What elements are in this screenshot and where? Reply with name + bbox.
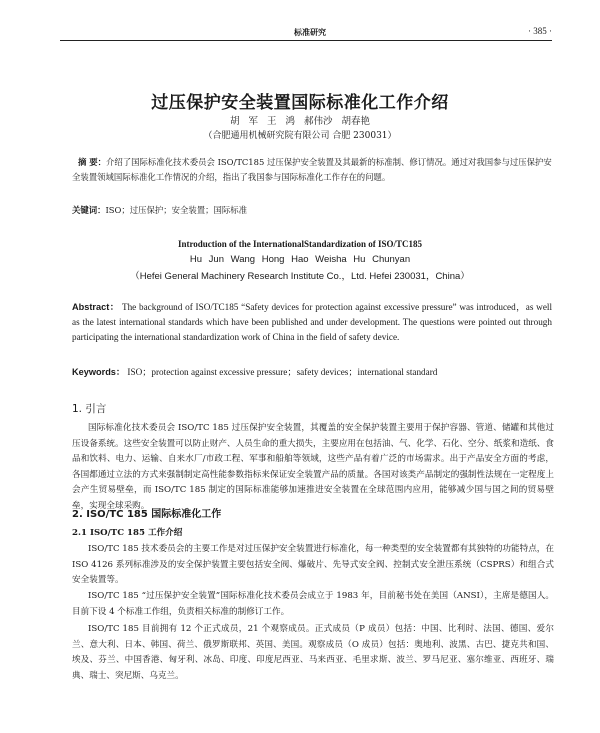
keywords-en [72, 364, 552, 378]
header-rule [60, 40, 552, 41]
abstract-cn-label: 摘 要： [78, 157, 107, 167]
section-2-heading: 2. ISO/TC 185 国际标准化工作 [72, 509, 222, 520]
affiliation-en: （Hefei General Machinery Research Institute Co.，Ltd. Hefei 230031，China） [130, 271, 470, 282]
abstract-en-label: Abstract： [72, 302, 120, 312]
section-2-paragraph: ISO/TC 185 “过压保护安全装置”国际标准化技术委员会成立于 1983 年，目前秘书处在美国（ANSI），主席是德国人。目前下设 4 个标准工作组，负责相关标准的制修订工作。 [72, 591, 554, 617]
abstract-en-text: The background of ISO/TC185 “Safety devices for protection against excessive pressure” was introduced，as well as the latest international standards which have been published and under development. The questions were pointed out through participating the international standardization work of China in the field of safety device. [72, 302, 552, 343]
section-1-paragraph: 国际标准化技术委员会 ISO/TC 185 过压保护安全装置，其覆盖的安全保护装置主要用于保护容器、管道、储罐和其他过压设备系统。这些安全装置可以防止财产、人员生命的重大损失，主要应用在包括油、气、化学、石化、空分、纸浆和造纸、食品和饮料、电力、运输、自来水厂/市政工程、军事和船舶等领域，这些产品有着广泛的市场需求。出于产品安全方面的考虑，各国都通过立法的方式来强制制定高性能参数指标来保证安全装置产品的质量。各国对该类产品制定的强制性法规在一定程度上会产生贸易壁垒，而 ISO/TC 185 制定的国际标准能够加速推进安全装置在全球范围内应用，能够减少国与国之间的贸易壁垒，实现全球采购。 [72, 423, 554, 511]
running-header [60, 27, 552, 41]
abstract-cn-text: 介绍了国际标准化技术委员会 ISO/TC185 过压保护安全装置及其最新的标准制、修订情况。通过对我国参与过压保护安全装置领域国际标准化工作情况的介绍，指出了我国参与国际标准化工作存在的问题。 [72, 157, 552, 182]
section-1-heading: 1. 引言 [72, 403, 107, 415]
keywords-en-label: Keywords： [72, 367, 126, 377]
journal-name: 标准研究 [294, 28, 326, 37]
article-title-en: Introduction of the InternationalStandardization of ISO/TC185 [177, 239, 423, 249]
abstract-en [72, 300, 552, 346]
authors-cn: 胡 军 王 鸿 郝伟沙 胡春艳 [229, 116, 371, 127]
keywords-cn-label: 关键词： [72, 205, 106, 215]
keywords-cn [72, 204, 552, 216]
article-title-cn: 过压保护安全装置国际标准化工作介绍 [151, 93, 449, 113]
section-2-1-heading: 2.1 ISO/TC 185 工作介绍 [72, 528, 183, 538]
section-2-paragraph: ISO/TC 185 目前拥有 12 个正式成员，21 个观察成员。正式成员（P 成员）包括：中国、比利时、法国、德国、爱尔兰、意大利、日本、韩国、荷兰、俄罗斯联邦、英国、美国。观察成员（O 成员）包括：奥地利、波黑、古巴、捷克共和国、埃及、芬兰、中国香港、匈牙利、冰岛、印度、印度尼西亚、马来西亚、毛里求斯、波兰、罗马尼亚、塞尔维亚、西班牙、瑞典、瑞士、突尼斯、乌克兰。 [72, 624, 554, 681]
affiliation-cn: （合肥通用机械研究院有限公司 合肥 230031） [203, 131, 397, 141]
keywords-cn-text: ISO；过压保护；安全装置；国际标准 [105, 205, 248, 215]
page-number: · 385 · [528, 26, 552, 36]
authors-en: Hu Jun Wang Hong Hao Weisha Hu Chunyan [189, 254, 411, 265]
abstract-cn [72, 155, 552, 185]
section-2-paragraph: ISO/TC 185 技术委员会的主要工作是对过压保护安全装置进行标准化，每一种类型的安全装置都有其独特的功能特点，在 ISO 4126 系列标准涉及的安全保护装置主要包括安全阀、爆破片、先导式安全阀、控制式安全泄压系统（CSPRS）和组合式安全装置等。 [72, 544, 554, 585]
keywords-en-text: ISO；protection against excessive pressure；safety devices；international standard [127, 367, 438, 377]
